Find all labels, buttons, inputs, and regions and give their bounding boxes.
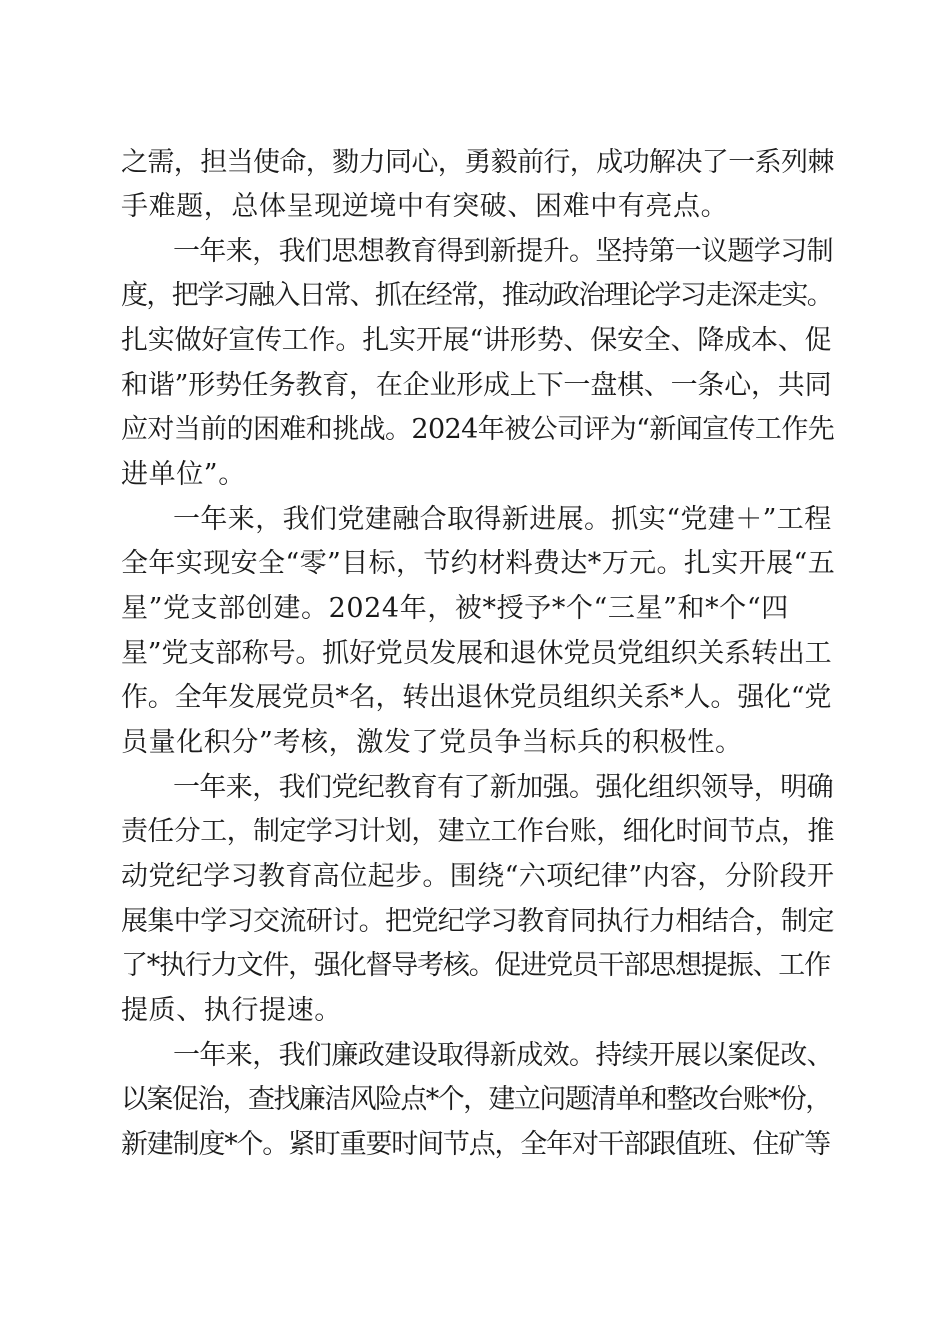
text-line: 新建制度*个。紧盯重要时间节点，全年对干部跟值班、住矿等 [121, 1129, 830, 1160]
text-line: 星”党支部称号。抓好党员发展和退休党员党组织关系转出工 [121, 638, 832, 669]
text-line: 手难题，总体呈现逆境中有突破、困难中有亮点。 [121, 191, 729, 222]
text-line: 进单位”。 [121, 459, 246, 490]
text-line: 责任分工，制定学习计划，建立工作台账，细化时间节点，推 [121, 816, 834, 847]
text-line: 了*执行力文件，强化督导考核。促进党员干部思想提振、工作 [121, 950, 830, 981]
text-line: 应对当前的困难和挑战。2024年被公司评为“新闻宣传工作先 [121, 414, 835, 445]
text-line: 动党纪学习教育高位起步。围绕“六项纪律”内容，分阶段开 [121, 861, 835, 892]
text-line: 扎实做好宣传工作。扎实开展“讲形势、保安全、降成本、促 [121, 325, 832, 356]
paragraph-start-line: 一年来，我们党建融合取得新进展。抓实“党建＋”工程 [173, 504, 832, 535]
paragraph-start-line: 一年来，我们廉政建设取得新成效。持续开展以案促改、 [173, 1040, 833, 1071]
text-line: 之需，担当使命，勠力同心，勇毅前行，成功解决了一系列棘 [121, 147, 834, 178]
text-line: 全年实现安全“零”目标，节约材料费达*万元。扎实开展“五 [121, 548, 836, 579]
paragraph-start-line: 一年来，我们思想教育得到新提升。坚持第一议题学习制 [173, 236, 833, 267]
paragraph-start-line: 一年来，我们党纪教育有了新加强。强化组织领导，明确 [173, 772, 833, 803]
text-line: 员量化积分”考核，激发了党员争当标兵的积极性。 [121, 727, 743, 758]
text-line: 以案促治，查找廉洁风险点*个，建立问题清单和整改台账*份， [121, 1084, 831, 1115]
text-line: 展集中学习交流研讨。把党纪学习教育同执行力相结合，制定 [121, 906, 834, 937]
text-line: 度，把学习融入日常、抓在经常，推动政治理论学习走深走实。 [121, 280, 833, 311]
text-line: 作。全年发展党员*名，转出退休党员组织关系*人。强化“党 [121, 682, 832, 713]
text-line: 星”党支部创建。2024年，被*授予*个“三星”和*个“四 [121, 593, 789, 624]
text-line: 和谐”形势任务教育，在企业形成上下一盘棋、一条心，共同 [121, 370, 832, 401]
text-line: 提质、执行提速。 [121, 995, 342, 1026]
